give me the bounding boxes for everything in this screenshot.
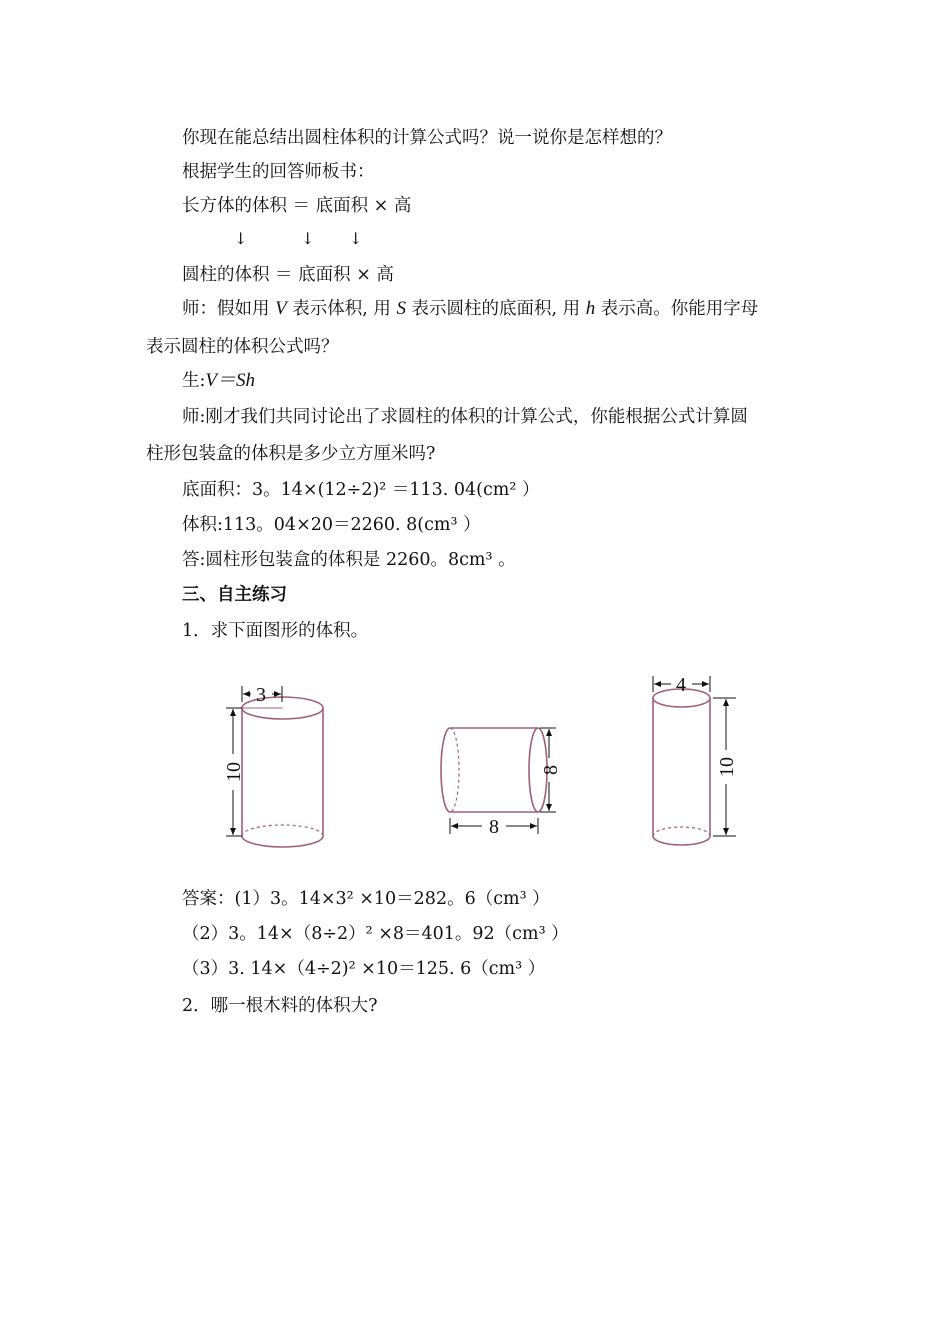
text-line-6: 表示圆柱的体积公式吗？ [146,337,339,357]
section-heading: 三、自主练习 [182,585,287,605]
calc-volume: 体积:113。04×20＝2260. 8(cm³ ） [182,515,481,535]
dimension-label: 3 [256,684,266,706]
text-line-1: 你现在能总结出圆柱体积的计算公式吗？说一说你是怎样想的？ [182,128,672,148]
variable-h: h [585,298,596,319]
calc-base-area: 底面积：3。14×(12÷2)² ＝113. 04(cm² ） [182,480,540,500]
text-line-9: 柱形包装盒的体积是多少立方厘米吗? [146,444,436,464]
text-segment: 师：假如用 [182,299,276,319]
text-segment: 生: [182,371,206,391]
text-line-8: 师:刚才我们共同讨论出了求圆柱的体积的计算公式，你能根据公式计算圆 [182,407,748,427]
down-arrow-icon: ↓ [349,229,363,248]
cylinder-figure-2 [441,728,562,838]
dimension-label: 4 [676,674,686,696]
answer-1: 答案：(1）3。14×3² ×10＝282。6（cm³ ） [182,889,550,909]
variable-s: S [396,298,406,319]
answer-3: （3）3. 14×（4÷2)² ×10＝125. 6（cm³ ） [182,959,546,979]
variable-v: V [275,298,287,319]
dimension-label: 8 [540,765,562,775]
exercise-1: 1．求下面图形的体积。 [182,621,369,641]
dimension-label: 10 [716,757,738,777]
answer-line: 答:圆柱形包装盒的体积是 2260。8cm³ 。 [182,550,516,570]
text-segment: 表示圆柱的底面积, 用 [405,299,586,319]
dimension-label: 10 [223,762,245,782]
formula-vsh: V＝Sh [205,370,256,391]
formula-cylinder: 圆柱的体积 ＝ 底面积 × 高 [182,265,394,285]
cylinder-figure-3 [653,674,738,845]
cylinder-figure-1 [223,684,323,847]
text-segment: 表示体积, 用 [286,299,397,319]
down-arrow-icon: ↓ [234,229,248,248]
exercise-2: 2．哪一根木料的体积大? [182,996,378,1016]
dimension-label: 8 [489,816,499,838]
text-line-2: 根据学生的回答师板书： [182,162,375,182]
text-segment: 表示高。你能用字母 [595,299,759,319]
formula-cuboid: 长方体的体积 ＝ 底面积 × 高 [182,196,412,216]
answer-2: （2）3。14×（8÷2）² ×8＝401。92（cm³ ） [182,924,569,944]
down-arrow-icon: ↓ [301,229,315,248]
